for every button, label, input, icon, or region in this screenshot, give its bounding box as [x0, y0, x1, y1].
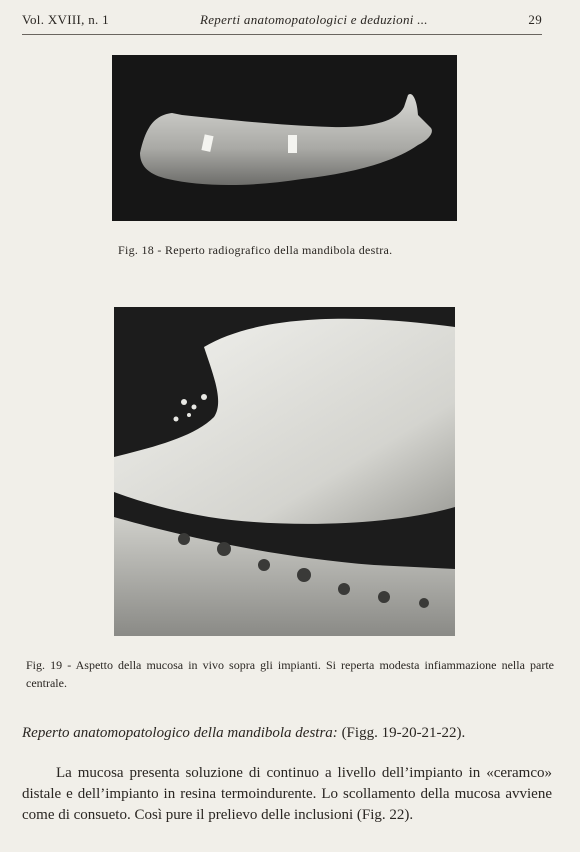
mucosa-photo-image	[114, 307, 455, 636]
figure-19-photograph	[114, 307, 455, 636]
body-paragraph-text: La mucosa presenta soluzione di continuo a livello dell’impianto in «ceramco» distale e dell’impianto in resina termoindurente. Lo scollamento della mucosa avviene come di consueto. Così pure il prelievo delle inclusioni (Fig. 22).	[22, 765, 552, 823]
radiograph-image	[112, 55, 457, 221]
section-heading-figure-refs: (Figg. 19-20-21-22).	[341, 725, 466, 741]
body-paragraph	[22, 763, 552, 826]
section-heading	[22, 725, 552, 742]
running-title: Reperti anatomopatologici e deduzioni ...	[200, 12, 428, 27]
page-number: 29	[528, 12, 542, 27]
figure-18-radiograph	[112, 55, 457, 221]
section-heading-italic: Reperto anatomopatologico della mandibola destra:	[22, 725, 338, 741]
figure-18-caption: Fig. 18 - Reperto radiografico della mandibola destra.	[118, 243, 393, 257]
figure-19-caption: Fig. 19 - Aspetto della mucosa in vivo sopra gli impianti. Si reperta modesta infiammazione nella parte centrale.	[26, 658, 554, 690]
volume-label: Vol. XVIII, n. 1	[22, 12, 109, 27]
running-header	[22, 12, 542, 35]
